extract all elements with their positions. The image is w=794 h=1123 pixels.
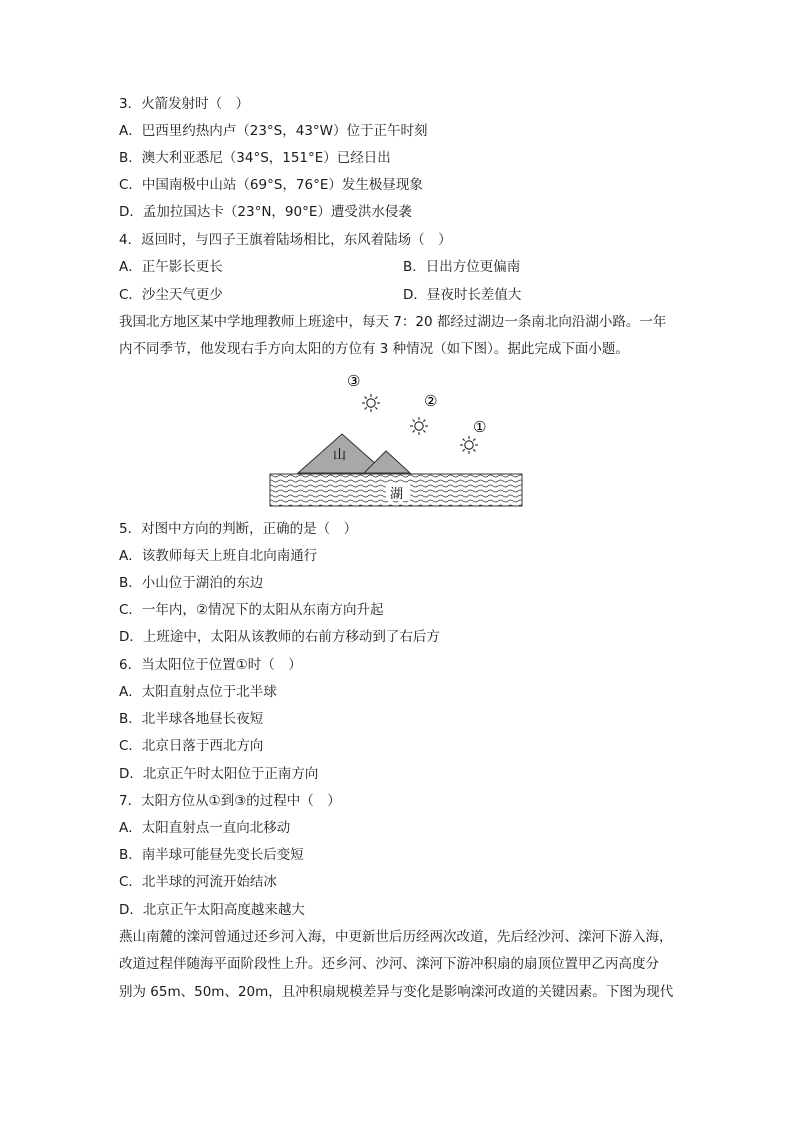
mountain-label: 山 <box>333 448 347 463</box>
q7-stem: 7．太阳方位从①到③的过程中（ ） <box>119 793 341 809</box>
sun-icon-2 <box>410 417 428 435</box>
q5-option-b: B．小山位于湖泊的东边 <box>119 575 264 591</box>
intro2-line2: 改道过程伴随海平面阶段性上升。还乡河、沙河、滦河下游冲积扇的扇顶位置甲乙丙高度分 <box>119 956 659 972</box>
position-2-label: ② <box>424 392 438 410</box>
q5-stem: 5．对图中方向的判断，正确的是（ ） <box>119 521 358 537</box>
intro1-line2: 内不同季节，他发现右手方向太阳的方位有 3 种情况（如下图）。据此完成下面小题。 <box>119 341 629 357</box>
sun-icon-1 <box>460 436 478 454</box>
sun-icon-3 <box>362 394 380 412</box>
q5-option-a: A．该教师每天上班自北向南通行 <box>119 548 318 564</box>
q6-option-b: B．北半球各地昼长夜短 <box>119 711 264 727</box>
q7-option-d: D．北京正午太阳高度越来越大 <box>119 902 305 918</box>
lake-label: 湖 <box>390 487 404 502</box>
position-1-label: ① <box>473 418 487 436</box>
q7-option-a: A．太阳直射点一直向北移动 <box>119 820 291 836</box>
q3-option-a: A．巴西里约热内卢（23°S，43°W）位于正午时刻 <box>119 123 428 139</box>
q6-stem: 6．当太阳位于位置①时（ ） <box>119 657 302 673</box>
q4-option-c: C．沙尘天气更少 <box>119 287 223 303</box>
q4-option-d: D．昼夜时长差值大 <box>403 287 522 303</box>
q7-option-c: C．北半球的河流开始结冰 <box>119 874 277 890</box>
q4-option-b: B．日出方位更偏南 <box>403 259 521 275</box>
q3-stem: 3．火箭发射时（ ） <box>119 96 250 112</box>
q7-option-b: B．南半球可能昼先变长后变短 <box>119 847 304 863</box>
position-3-label: ③ <box>347 372 361 390</box>
q6-option-a: A．太阳直射点位于北半球 <box>119 684 277 700</box>
intro1-line1: 我国北方地区某中学地理教师上班途中，每天 7：20 都经过湖边一条南北向沿湖小路。一年 <box>119 314 667 330</box>
intro2-line3: 别为 65m、50m、20m，且冲积扇规模差异与变化是影响滦河改道的关键因素。下图为现代 <box>119 984 674 1000</box>
q5-option-c: C．一年内，②情况下的太阳从东南方向升起 <box>119 602 384 618</box>
q4-option-a: A．正午影长更长 <box>119 259 223 275</box>
q3-option-c: C．中国南极中山站（69°S，76°E）发生极昼现象 <box>119 177 423 193</box>
q6-option-d: D．北京正午时太阳位于正南方向 <box>119 766 319 782</box>
intro2-line1: 燕山南麓的滦河曾通过还乡河入海，中更新世后历经两次改道，先后经沙河、滦河下游入海， <box>119 929 673 945</box>
q3-option-d: D．孟加拉国达卡（23°N，90°E）遭受洪水侵袭 <box>119 204 412 220</box>
q5-option-d: D．上班途中，太阳从该教师的右前方移动到了右后方 <box>119 629 440 645</box>
q6-option-c: C．北京日落于西北方向 <box>119 738 264 754</box>
q4-stem: 4．返回时，与四子王旗着陆场相比，东风着陆场（ ） <box>119 232 452 248</box>
sun-position-figure <box>268 368 526 508</box>
q3-option-b: B．澳大利亚悉尼（34°S，151°E）已经日出 <box>119 150 391 166</box>
